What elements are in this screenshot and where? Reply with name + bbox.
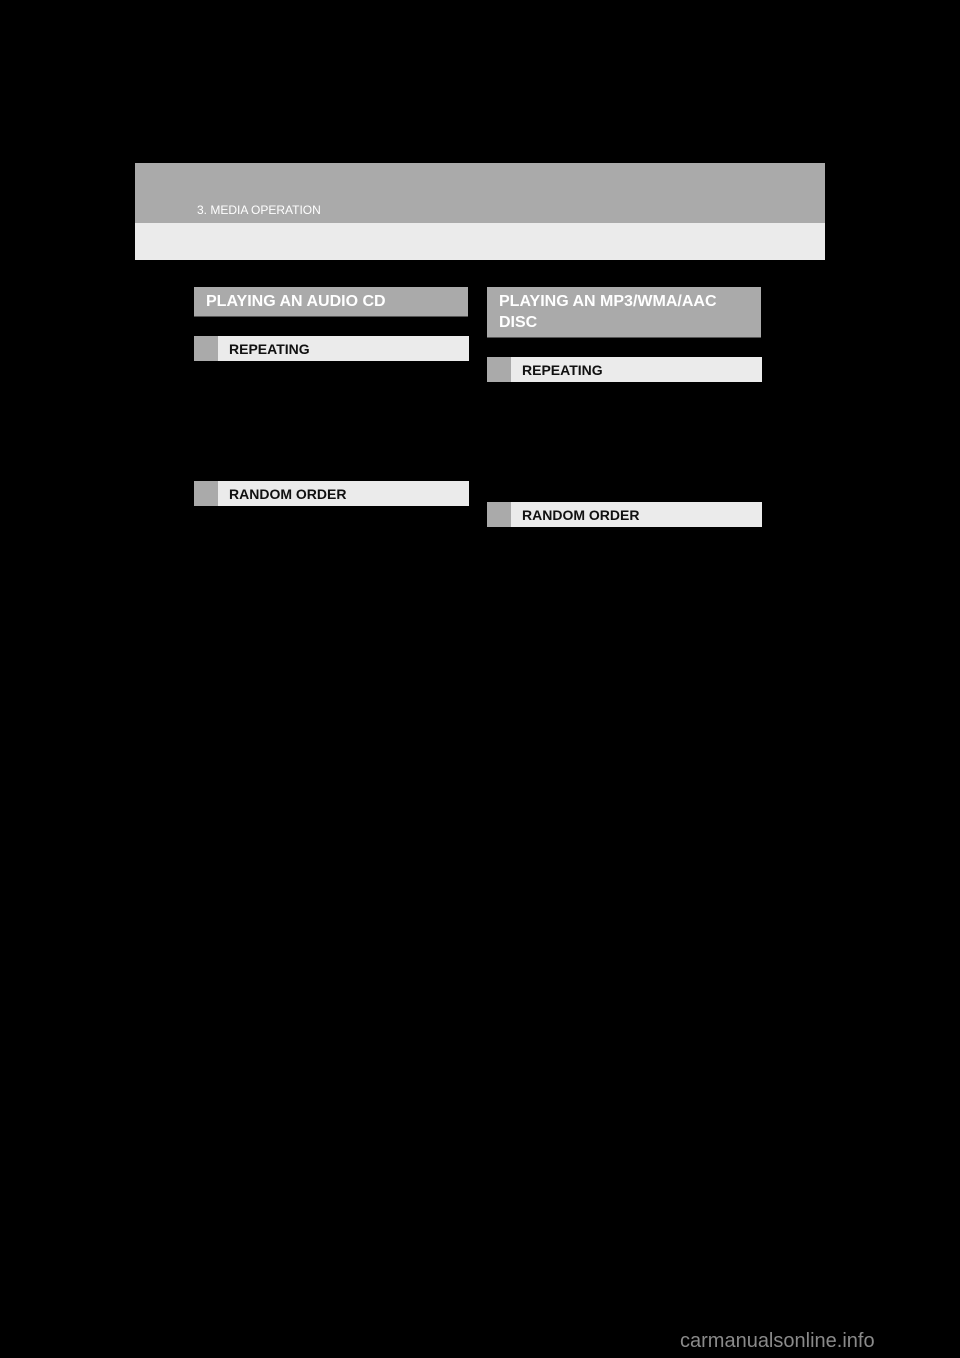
subsection-marker [487,502,511,527]
chapter-title: 3. MEDIA OPERATION [197,203,321,217]
subsection-label: REPEATING [229,341,310,357]
subsection-label: REPEATING [522,362,603,378]
subsection-header-repeating [194,336,469,361]
subsection-marker [487,357,511,382]
subsection-label: RANDOM ORDER [522,507,640,523]
subsection-header-repeating [487,357,762,382]
page-header [135,163,825,260]
subsection-marker [194,336,218,361]
section-title: PLAYING AN MP3/WMA/AAC DISC [499,293,717,331]
watermark: carmanualsonline.info [680,1330,875,1352]
section-title: PLAYING AN AUDIO CD [206,293,386,310]
subsection-label: RANDOM ORDER [229,486,347,502]
subsection-marker [194,481,218,506]
subsection-header-random-order [194,481,469,506]
page-header-bottom-band [135,223,825,260]
subsection-header-random-order [487,502,762,527]
section-header-audio-cd [194,287,468,317]
section-header-mp3-wma-aac-disc [487,287,761,338]
